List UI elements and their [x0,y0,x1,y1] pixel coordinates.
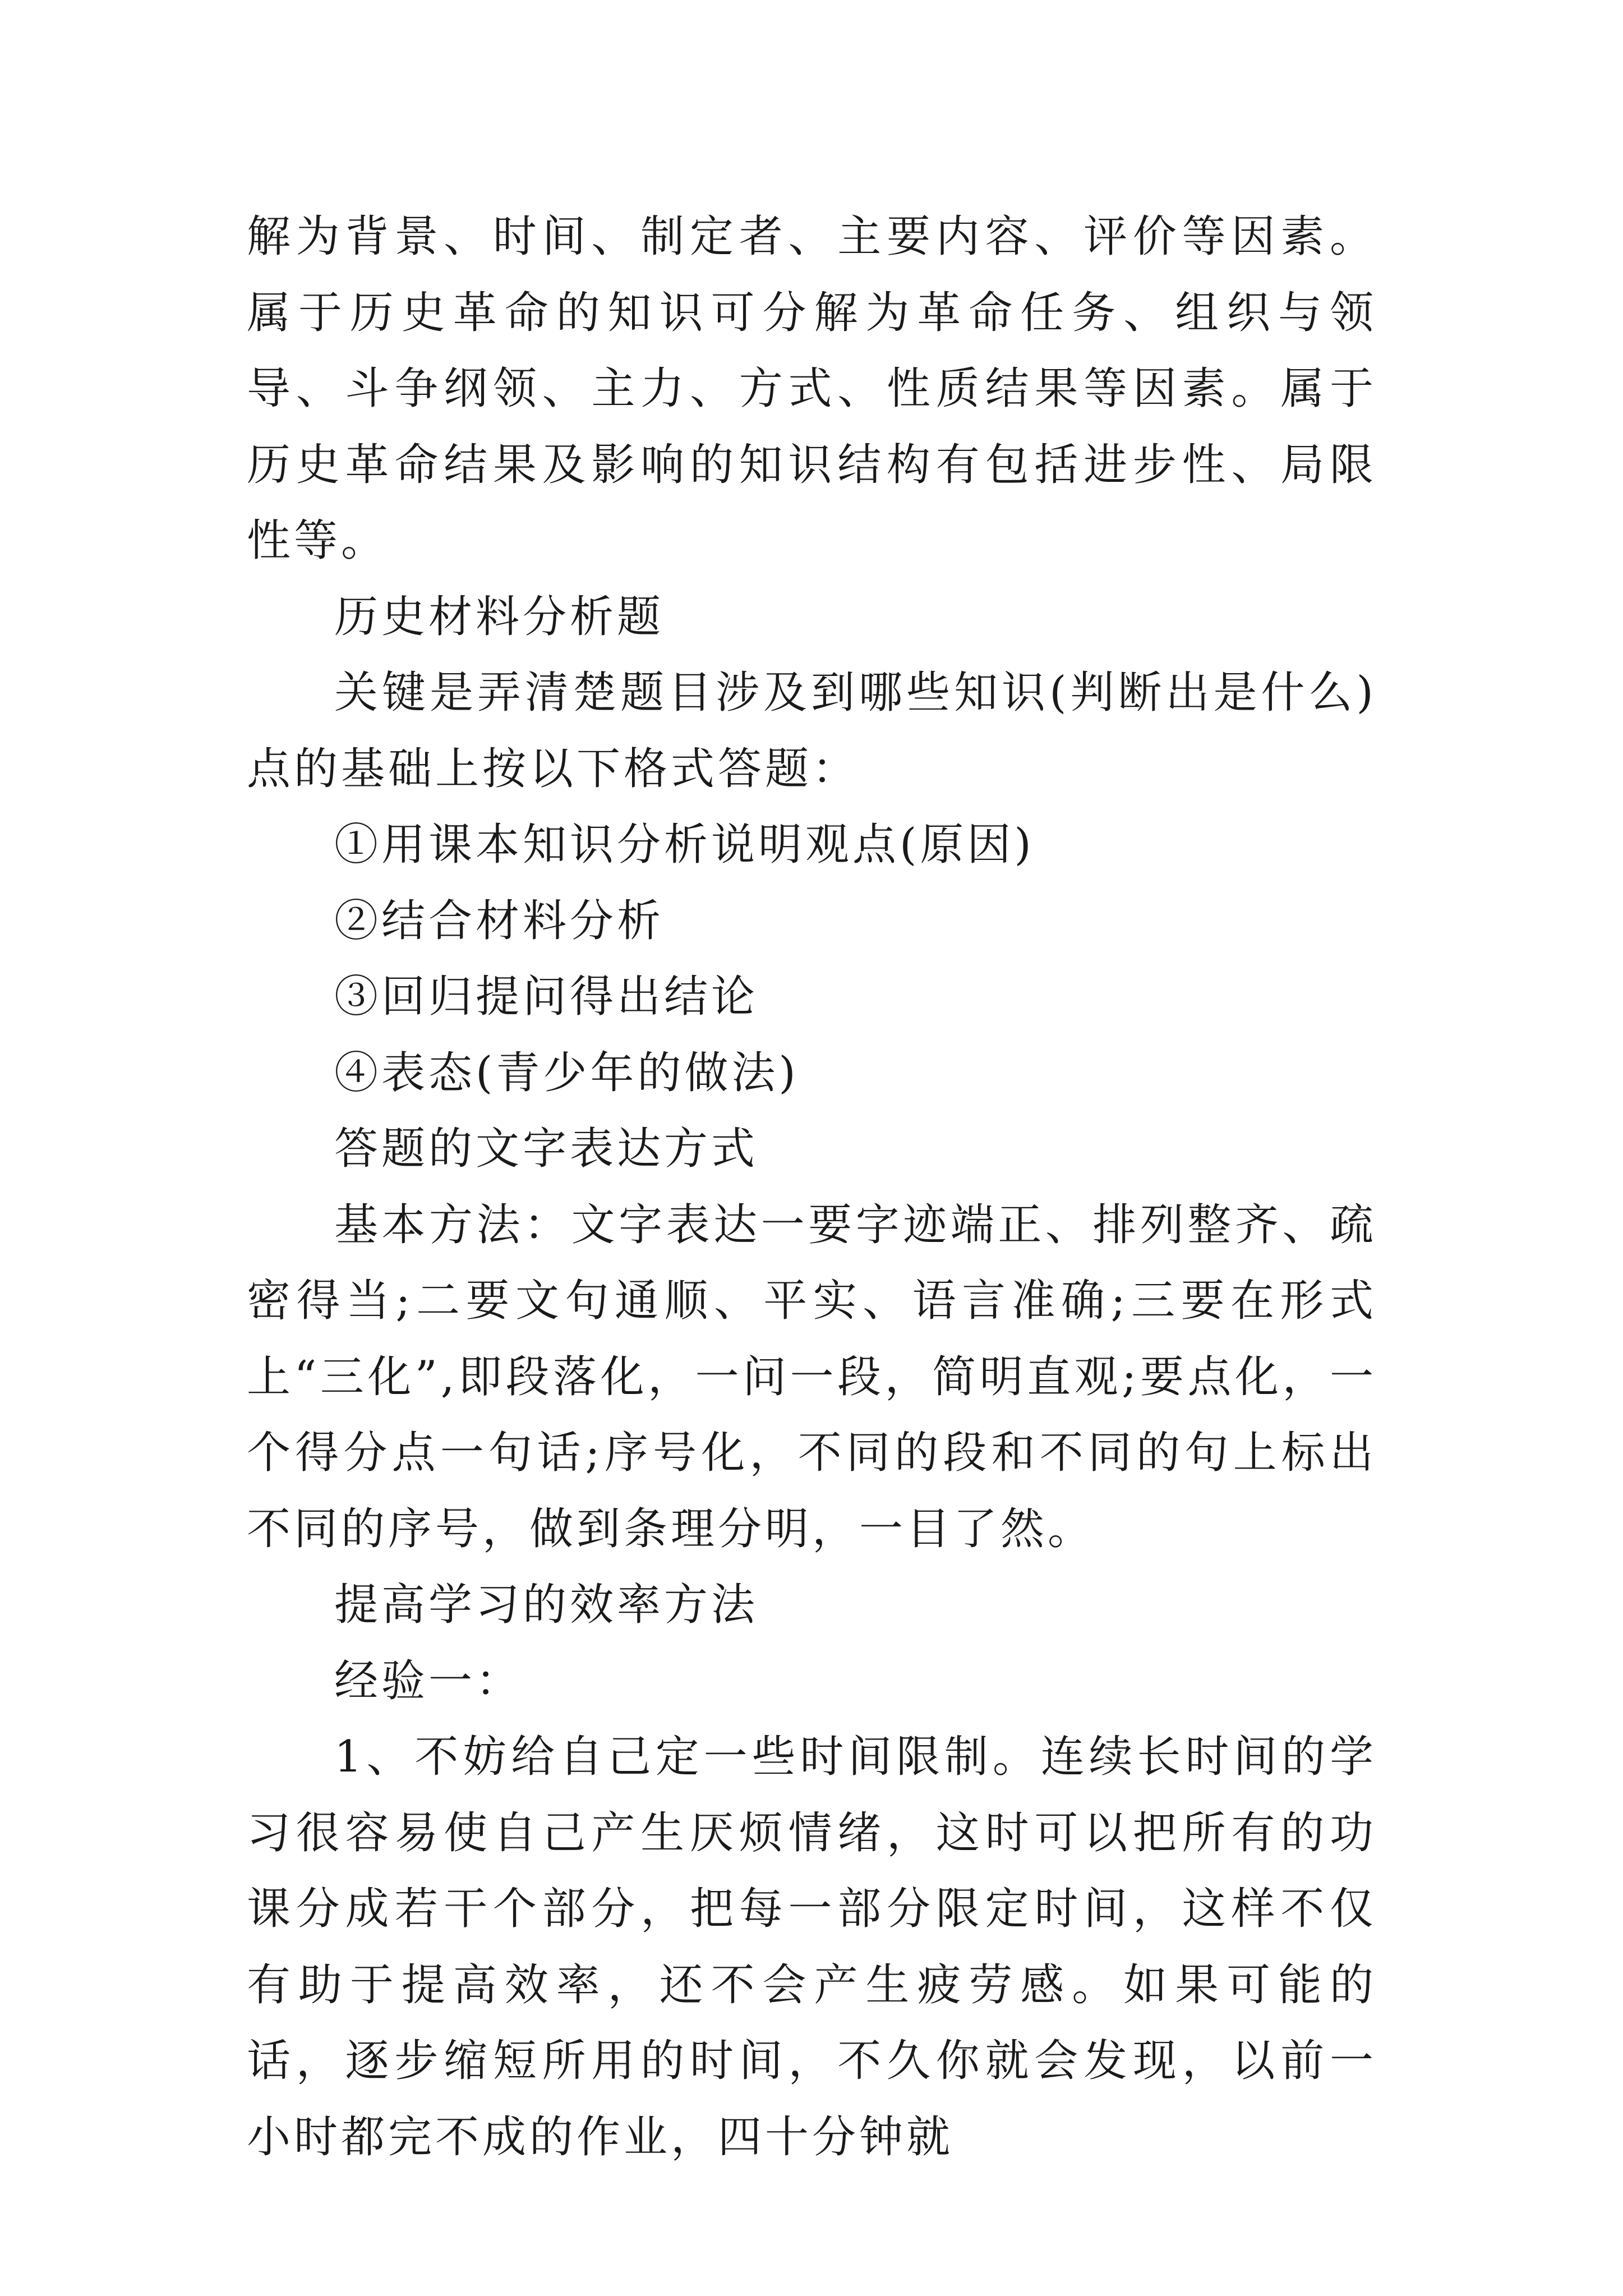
list-item-1: ①用课本知识分析说明观点(原因) [334,820,1035,870]
list-item-4: ④表态(青少年的做法) [334,1047,799,1098]
paragraph-basic-method: 基本方法：文字表达一要字迹端正、排列整齐、疏密得当;二要文句通顺、平实、语言准确;三要在形式上“三化”,即段落化，一问一段，简明直观;要点化，一个得分点一句话;序号化，不同的段和不同的句上标出不同的序号，做到条理分明，一目了然。 [247,1199,1377,1554]
paragraph-key-point: 关键是弄清楚题目涉及到哪些知识(判断出是什么)点的基础上按以下格式答题： [247,668,1377,794]
heading-study-efficiency: 提高学习的效率方法 [334,1580,759,1630]
heading-history-material-analysis: 历史材料分析题 [334,591,665,642]
heading-experience-one: 经验一： [334,1655,523,1706]
paragraph-continuation: 解为背景、时间、制定者、主要内容、评价等因素。属于历史革命的知识可分解为革命任务、组织与领导、斗争纲领、主力、方式、性质结果等因素。属于历史革命结果及影响的知识结构有包括进步性、局限性等。 [247,211,1377,566]
heading-answer-expression: 答题的文字表达方式 [334,1124,759,1174]
list-item-2: ②结合材料分析 [334,895,665,946]
body-text [247,199,1377,2175]
paragraph-time-limit: 1、不妨给自己定一些时间限制。连续长时间的学习很容易使自己产生厌烦情绪，这时可以把所有的功课分成若干个部分，把每一部分限定时间，这样不仅有助于提高效率，还不会产生疲劳感。如果可能的话，逐步缩短所用的时间，不久你就会发现，以前一小时都完不成的作业，四十分钟就 [247,1732,1377,2162]
list-item-3: ③回归提问得出结论 [334,972,759,1022]
